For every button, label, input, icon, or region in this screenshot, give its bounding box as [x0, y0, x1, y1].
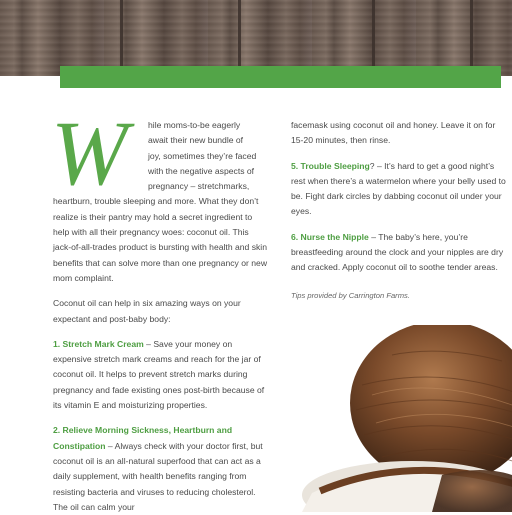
tip-heading: 2. Relieve Morning Sickness, Heartburn and Constipation	[53, 425, 233, 451]
coconut-photo	[292, 325, 512, 512]
right-column	[291, 118, 506, 303]
drop-cap: W	[51, 102, 128, 204]
tip-body: – The baby’s here, you’re breastfeeding around the clock and your nipples are dry and cracked. Apply coconut oil to soothe tender areas.	[291, 231, 504, 273]
tip-trouble-sleeping	[291, 159, 506, 220]
tip-morning-sickness	[53, 423, 269, 515]
wood-texture-banner	[0, 0, 512, 76]
intro-line: pregnancy – stretchmarks,	[148, 181, 250, 192]
tip-body: – Always check with your doctor first, but coconut oil is an all-natural superfood that can act as a daily supplement, with health benefits ranging from resisting bacteria and viruses to reducing cholesterol. The oil can calm your	[53, 440, 263, 512]
intro-paragraph: heartburn, trouble sleeping and more. What they don’t realize is their pantry may hold a secret ingredient to help with all their pregnancy woes: coconut oil. This jack-of-all-trades product is bursting with health and skin benefits that can solve more than one pregnancy or new mom complaint.	[53, 196, 268, 283]
intro-line: hile moms-to-be eagerly	[148, 120, 241, 130]
intro-line: joy, sometimes they’re faced	[148, 150, 257, 161]
accent-bar	[60, 66, 501, 88]
tip-heading: 1. Stretch Mark Cream	[53, 338, 144, 349]
tip-nurse-nipple	[291, 230, 506, 276]
ways-paragraph: Coconut oil can help in six amazing ways on your expectant and post-baby body:	[53, 298, 241, 324]
left-column	[51, 102, 269, 515]
tips-credit: Tips provided by Carrington Farms.	[291, 290, 410, 300]
tip-stretch-mark	[53, 337, 269, 413]
tip-body: ? – It’s hard to get a good night’s rest when there’s a watermelon where your belly used to be. Fight dark circles by dabbing coconut oil under your eyes.	[291, 160, 506, 217]
intro-line: await their new bundle of	[148, 135, 244, 146]
intro-lines	[148, 118, 269, 194]
facemask-paragraph: facemask using coconut oil and honey. Leave it on for 15-20 minutes, then rinse.	[291, 120, 496, 146]
tip-heading: 5. Trouble Sleeping	[291, 160, 370, 171]
tip-body: – Save your money on expensive stretch mark creams and reach for the jar of coconut oil. It helps to prevent stretch marks during pregnancy and fade existing ones post-birth because of its vitamin E and moisturizing properties.	[53, 338, 265, 411]
coconut-illustration	[292, 325, 512, 512]
intro-line: with the negative aspects of	[148, 165, 255, 176]
tip-heading: 6. Nurse the Nipple	[291, 231, 369, 242]
